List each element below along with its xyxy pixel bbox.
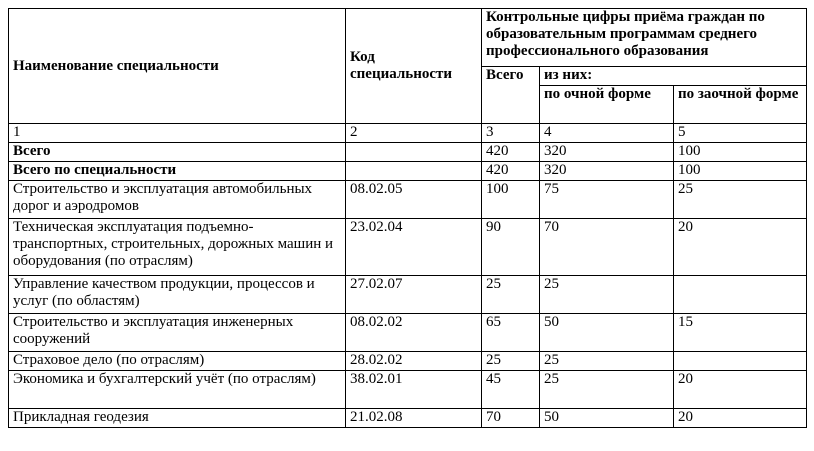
row-name: Всего по специальности (9, 162, 346, 181)
row-part-time (674, 352, 807, 371)
row-full-time: 25 (540, 352, 674, 371)
header-full-time: по очной форме (540, 86, 674, 124)
row-part-time (674, 276, 807, 314)
row-part-time: 20 (674, 409, 807, 428)
row-code: 28.02.02 (346, 352, 482, 371)
row-full-time: 70 (540, 219, 674, 276)
row-code: 38.02.01 (346, 371, 482, 409)
summary-row-total (9, 143, 807, 162)
row-code: 08.02.05 (346, 181, 482, 219)
table-row (9, 276, 807, 314)
row-name: Экономика и бухгалтерский учёт (по отраслям) (9, 371, 346, 409)
table-row (9, 219, 807, 276)
row-code: 23.02.04 (346, 219, 482, 276)
column-number-row (9, 124, 807, 143)
row-part-time: 20 (674, 371, 807, 409)
row-name: Строительство и эксплуатация автомобильных дорог и аэродромов (9, 181, 346, 219)
header-part-time: по заочной форме (674, 86, 807, 124)
column-number: 2 (346, 124, 482, 143)
row-full-time: 50 (540, 409, 674, 428)
row-total: 25 (482, 352, 540, 371)
table-row (9, 314, 807, 352)
row-part-time: 15 (674, 314, 807, 352)
row-name: Строительство и эксплуатация инженерных сооружений (9, 314, 346, 352)
row-total: 100 (482, 181, 540, 219)
row-code (346, 162, 482, 181)
row-code: 27.02.07 (346, 276, 482, 314)
row-part-time: 100 (674, 162, 807, 181)
header-total: Всего (482, 67, 540, 124)
row-total: 420 (482, 162, 540, 181)
row-full-time: 75 (540, 181, 674, 219)
row-full-time: 320 (540, 162, 674, 181)
header-row-1 (9, 9, 807, 67)
table-row (9, 352, 807, 371)
table-row (9, 409, 807, 428)
row-part-time: 25 (674, 181, 807, 219)
column-number: 1 (9, 124, 346, 143)
row-full-time: 25 (540, 371, 674, 409)
header-code: Код специальности (346, 9, 482, 124)
row-part-time: 100 (674, 143, 807, 162)
row-full-time: 50 (540, 314, 674, 352)
column-number: 5 (674, 124, 807, 143)
header-name: Наименование специальности (9, 9, 346, 124)
row-total: 420 (482, 143, 540, 162)
column-number: 4 (540, 124, 674, 143)
row-code: 21.02.08 (346, 409, 482, 428)
row-name: Прикладная геодезия (9, 409, 346, 428)
row-name: Страховое дело (по отраслям) (9, 352, 346, 371)
table-row (9, 181, 807, 219)
row-total: 90 (482, 219, 540, 276)
table-row (9, 371, 807, 409)
row-total: 65 (482, 314, 540, 352)
header-control-figures: Контрольные цифры приёма граждан по образовательным программам среднего профессионального образования (482, 9, 807, 67)
row-name: Всего (9, 143, 346, 162)
row-total: 25 (482, 276, 540, 314)
row-total: 70 (482, 409, 540, 428)
row-part-time: 20 (674, 219, 807, 276)
row-full-time: 25 (540, 276, 674, 314)
row-code (346, 143, 482, 162)
row-name: Техническая эксплуатация подъемно-транспортных, строительных, дорожных машин и оборудования (по отраслям) (9, 219, 346, 276)
summary-row-specialty (9, 162, 807, 181)
admission-table (8, 8, 807, 428)
row-full-time: 320 (540, 143, 674, 162)
column-number: 3 (482, 124, 540, 143)
row-total: 45 (482, 371, 540, 409)
row-code: 08.02.02 (346, 314, 482, 352)
header-of-them: из них: (540, 67, 807, 86)
row-name: Управление качеством продукции, процессов и услуг (по областям) (9, 276, 346, 314)
